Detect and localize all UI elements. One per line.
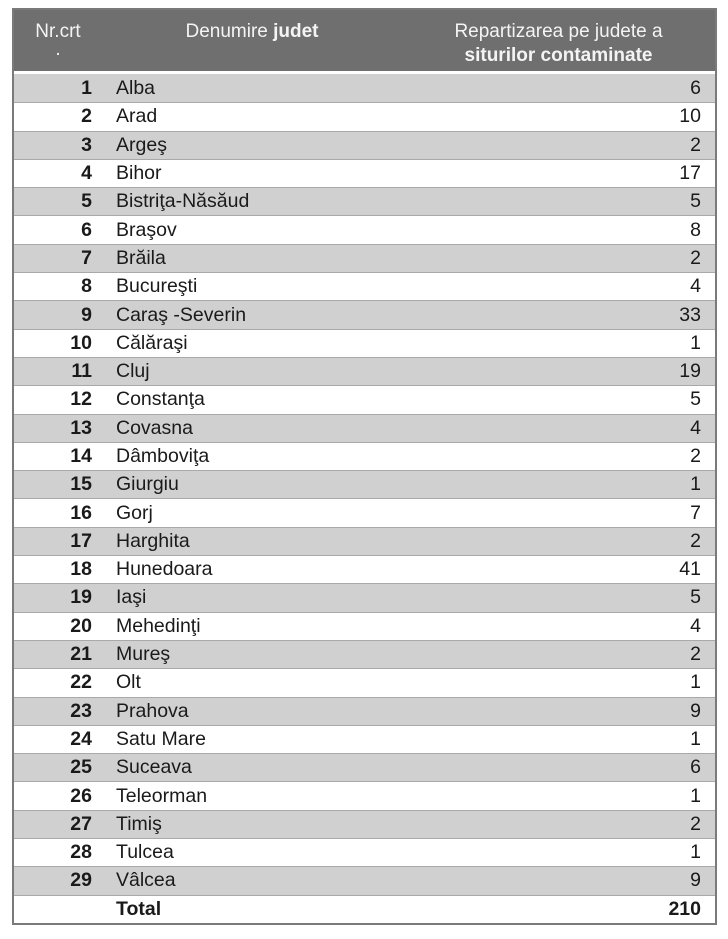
row-nr: 8 xyxy=(81,275,92,298)
row-site-count: 9 xyxy=(690,869,701,892)
row-site-count: 6 xyxy=(690,76,701,99)
table-row xyxy=(14,583,715,611)
header-rep-line2-prefix: siturilor xyxy=(464,45,541,66)
table-row xyxy=(14,527,715,555)
table-row xyxy=(14,781,715,809)
table-row xyxy=(14,159,715,187)
row-site-count: 10 xyxy=(679,105,701,128)
table-row xyxy=(14,74,715,102)
row-county-name: Olt xyxy=(116,671,141,694)
row-nr: 27 xyxy=(70,812,92,835)
row-nr: 18 xyxy=(70,558,92,581)
row-site-count: 4 xyxy=(690,275,701,298)
row-nr: 29 xyxy=(70,869,92,892)
row-county-name: Mureş xyxy=(116,643,171,666)
table-row xyxy=(14,329,715,357)
row-nr: 21 xyxy=(70,643,92,666)
row-county-name: Timiş xyxy=(116,812,162,835)
row-county-name: Arad xyxy=(116,105,158,128)
header-name-prefix: Denumire xyxy=(185,21,274,42)
row-nr: 19 xyxy=(70,586,92,609)
total-label: Total xyxy=(116,897,162,920)
table-row xyxy=(14,187,715,215)
row-nr: 12 xyxy=(70,388,92,411)
row-county-name: Bucureşti xyxy=(116,275,198,298)
row-nr: 28 xyxy=(70,841,92,864)
row-nr: 3 xyxy=(81,133,92,156)
table-row xyxy=(14,102,715,130)
row-site-count: 2 xyxy=(690,643,701,666)
row-county-name: Alba xyxy=(116,76,156,99)
header-rep-line2-bold: contaminate xyxy=(540,45,653,66)
row-site-count: 2 xyxy=(690,445,701,467)
row-site-count: 41 xyxy=(679,558,701,581)
row-site-count: 7 xyxy=(690,501,701,524)
row-site-count: 2 xyxy=(690,133,701,156)
row-nr: 4 xyxy=(81,162,92,185)
row-county-name: Giurgiu xyxy=(116,473,179,496)
table-row xyxy=(14,612,715,640)
row-nr: 24 xyxy=(70,727,92,750)
row-nr: 6 xyxy=(81,218,92,241)
row-county-name: Vâlcea xyxy=(116,869,176,892)
table-body xyxy=(14,74,715,923)
row-county-name: Satu Mare xyxy=(116,727,206,750)
row-nr: 9 xyxy=(81,303,92,326)
row-site-count: 1 xyxy=(690,841,701,864)
header-nr-crt xyxy=(14,10,102,71)
table-row xyxy=(14,131,715,159)
row-nr: 1 xyxy=(81,76,92,99)
table-row xyxy=(14,244,715,272)
row-county-name: Caraş -Severin xyxy=(116,303,247,326)
row-county-name: Dâmboviţa xyxy=(116,445,210,467)
contaminated-sites-table xyxy=(12,8,717,925)
row-nr: 11 xyxy=(71,360,92,383)
table-row xyxy=(14,697,715,725)
row-site-count: 17 xyxy=(679,162,701,185)
row-nr: 25 xyxy=(70,756,92,779)
row-site-count: 1 xyxy=(690,671,701,694)
table-row xyxy=(14,725,715,753)
row-nr: 17 xyxy=(70,529,92,552)
row-county-name: Covasna xyxy=(116,416,193,439)
row-site-count: 33 xyxy=(679,303,701,326)
total-row xyxy=(14,895,715,923)
row-nr: 13 xyxy=(70,416,92,439)
header-nr-line1: Nr.crt xyxy=(35,21,81,42)
row-site-count: 4 xyxy=(690,614,701,637)
row-nr: 7 xyxy=(81,246,92,269)
table-row xyxy=(14,838,715,866)
table-row xyxy=(14,753,715,781)
row-site-count: 8 xyxy=(690,218,701,241)
table-row xyxy=(14,414,715,442)
row-nr: 20 xyxy=(70,614,92,637)
row-county-name: Mehedinţi xyxy=(116,614,201,637)
header-nr-line2: . xyxy=(55,39,61,60)
row-county-name: Bistriţa-Năsăud xyxy=(116,190,250,213)
table-row xyxy=(14,442,715,470)
row-site-count: 19 xyxy=(679,360,701,383)
table-row xyxy=(14,498,715,526)
row-nr: 26 xyxy=(70,784,92,807)
row-county-name: Argeş xyxy=(116,133,167,156)
table-row xyxy=(14,668,715,696)
row-nr: 22 xyxy=(70,671,92,694)
row-site-count: 5 xyxy=(690,388,701,411)
row-nr: 5 xyxy=(81,190,92,213)
header-name-bold: judet xyxy=(273,21,319,42)
row-county-name: Prahova xyxy=(116,699,189,722)
row-site-count: 1 xyxy=(690,784,701,807)
table-row xyxy=(14,470,715,498)
table-row xyxy=(14,810,715,838)
table-row xyxy=(14,866,715,894)
row-site-count: 6 xyxy=(690,756,701,779)
row-nr: 14 xyxy=(70,445,92,467)
row-county-name: Gorj xyxy=(116,501,153,524)
row-county-name: Hunedoara xyxy=(116,558,213,581)
row-site-count: 2 xyxy=(690,529,701,552)
row-county-name: Cluj xyxy=(116,360,150,383)
header-rep-line2 xyxy=(402,44,715,68)
row-county-name: Bihor xyxy=(116,162,162,185)
row-nr: 16 xyxy=(70,501,92,524)
table-row xyxy=(14,640,715,668)
table-row xyxy=(14,555,715,583)
row-nr: 10 xyxy=(70,331,92,354)
table-row xyxy=(14,215,715,243)
row-site-count: 2 xyxy=(690,246,701,269)
row-site-count: 1 xyxy=(690,331,701,354)
row-county-name: Iaşi xyxy=(116,586,147,609)
row-site-count: 2 xyxy=(690,812,701,835)
table-header xyxy=(14,10,715,74)
row-county-name: Braşov xyxy=(116,218,177,241)
row-county-name: Harghita xyxy=(116,529,190,552)
header-rep-line1: Repartizarea pe judete a xyxy=(454,21,663,42)
row-county-name: Tulcea xyxy=(116,841,174,864)
row-site-count: 5 xyxy=(690,190,701,213)
table-row xyxy=(14,272,715,300)
row-nr: 2 xyxy=(81,105,92,128)
row-county-name: Teleorman xyxy=(116,784,208,807)
row-site-count: 5 xyxy=(690,586,701,609)
row-site-count: 9 xyxy=(690,699,701,722)
row-county-name: Suceava xyxy=(116,756,192,779)
row-county-name: Brăila xyxy=(116,246,166,269)
row-nr: 23 xyxy=(70,699,92,722)
row-site-count: 4 xyxy=(690,416,701,439)
row-county-name: Călăraşi xyxy=(116,331,188,354)
row-site-count: 1 xyxy=(690,473,701,496)
table-row xyxy=(14,357,715,385)
header-repartizarea xyxy=(402,10,715,71)
table-row xyxy=(14,385,715,413)
header-denumire-judet xyxy=(102,10,402,71)
row-nr: 15 xyxy=(70,473,92,496)
total-value: 210 xyxy=(668,897,701,920)
table-row xyxy=(14,300,715,328)
row-site-count: 1 xyxy=(690,727,701,750)
row-county-name: Constanţa xyxy=(116,388,205,411)
